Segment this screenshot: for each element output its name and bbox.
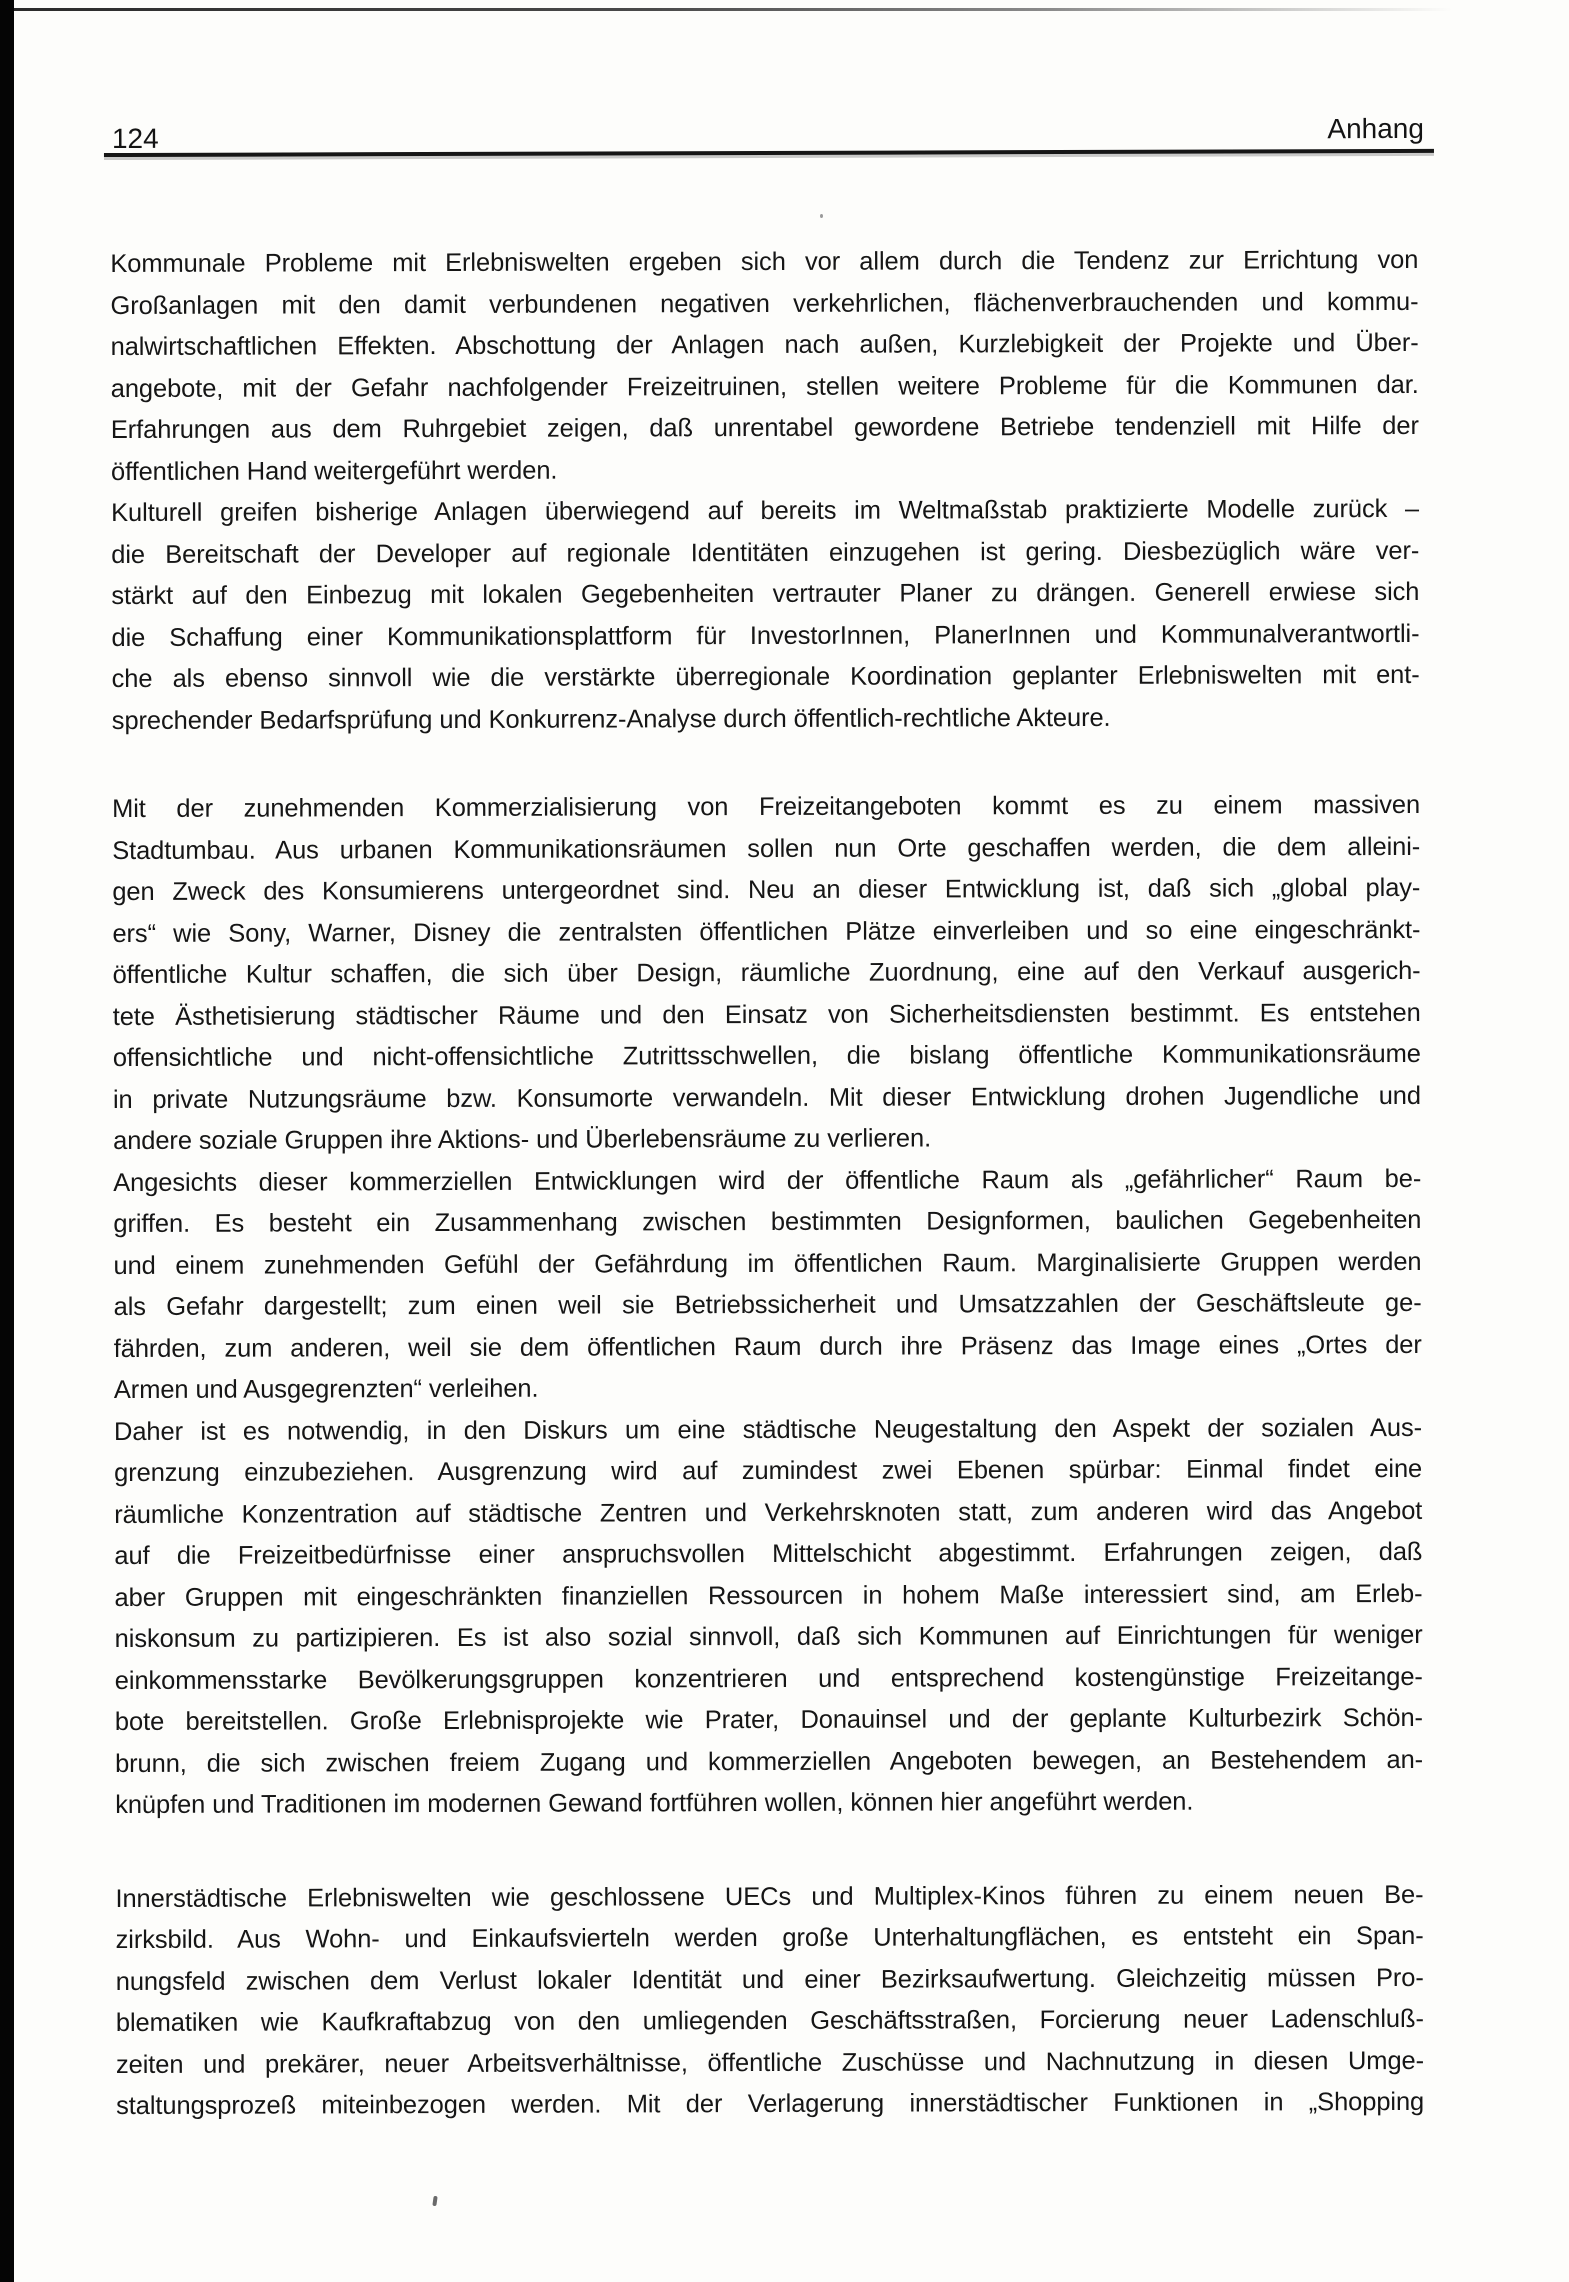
paragraph (110, 240, 1419, 493)
text-line: andere soziale Gruppen ihre Aktions- und Überlebensräume zu verlieren. (113, 1124, 932, 1156)
paragraph (113, 1158, 1422, 1411)
text-line: gen Zweck des Konsumierens untergeordnet sind. Neu an dieser Entwicklung ist, daß sich „global play- (112, 873, 1421, 907)
text-line: öffentlichen Hand weitergeführt werden. (110, 456, 558, 486)
text-line: che als ebenso sinnvoll wie die verstärkte überregionale Koordination geplanter Erlebniswelten mit ent- (111, 660, 1420, 694)
text-line: staltungsprozeß miteinbezogen werden. Mit der Verlagerung innerstädtischer Funktionen in „Shopping (116, 2087, 1425, 2121)
text-line: als Gefahr dargestellt; zum einen weil sie Betriebssicherheit und Umsatzzahlen der Geschäftsleute ge- (113, 1288, 1422, 1322)
text-line: und einem zunehmenden Gefühl der Gefährdung im öffentlichen Raum. Marginalisierte Gruppen werden (113, 1247, 1422, 1280)
text-line: brunn, die sich zwischen freiem Zugang und kommerziellen Angeboten bewegen, an Bestehendem an- (114, 1745, 1424, 1778)
body-text (110, 240, 1424, 2128)
text-line: Angesichts dieser kommerziellen Entwicklungen wird der öffentliche Raum als „gefährlicher“ Raum be- (113, 1164, 1422, 1197)
text-line: zirksbild. Aus Wohn- und Einkaufsvierteln werden große Unterhaltungflächen, es entsteht ein Span- (115, 1921, 1424, 1955)
text-line: Kulturell greifen bisherige Anlagen überwiegend auf bereits im Weltmaßstab praktizierte Modelle zurück – (111, 494, 1420, 528)
text-line: einkommensstarke Bevölkerungsgruppen konzentrieren und entsprechend kostengünstige Freizeitange- (114, 1662, 1423, 1695)
text-line: knüpfen und Traditionen im modernen Gewand fortführen wollen, können hier angeführt werden. (115, 1787, 1194, 1820)
text-line: nungsfeld zwischen dem Verlust lokaler Identität und einer Bezirksaufwertung. Gleichzeitig müssen Pro- (115, 1963, 1424, 1996)
text-line: griffen. Es besteht ein Zusammenhang zwischen bestimmten Designformen, baulichen Gegebenheiten (113, 1205, 1422, 1239)
text-line: nalwirtschaftlichen Effekten. Abschottung der Anlagen nach außen, Kurzlebigkeit der Projekte und Über- (110, 328, 1419, 362)
text-line: Stadtumbau. Aus urbanen Kommunikationsräumen sollen nun Orte geschaffen werden, die dem alleini- (112, 832, 1421, 865)
text-line: blematiken wie Kaufkraftabzug von den umliegenden Geschäftsstraßen, Forcierung neuer Ladenschluß- (115, 2004, 1424, 2038)
header-rule (104, 149, 1434, 157)
text-line: die Schaffung einer Kommunikationsplattform für InvestorInnen, PlanerInnen und Kommunalverantwortli- (111, 619, 1420, 652)
text-line: bote bereitstellen. Große Erlebnisprojekte wie Prater, Donauinsel und der geplante Kulturbezirk Schön- (114, 1703, 1423, 1737)
paragraph (111, 489, 1420, 742)
paragraph (115, 1874, 1424, 2127)
text-line: Erfahrungen aus dem Ruhrgebiet zeigen, daß unrentabel gewordene Betriebe tendenziell mit Hilfe der (110, 411, 1419, 445)
scan-edge-bar-artifact (0, 0, 14, 2282)
text-line: aber Gruppen mit eingeschränkten finanziellen Ressourcen in hohem Maße interessiert sind, am Erleb- (114, 1579, 1423, 1612)
text-line: Daher ist es notwendig, in den Diskurs um eine städtische Neugestaltung den Aspekt der sozialen Aus- (113, 1413, 1423, 1446)
text-line: grenzung einzubeziehen. Ausgrenzung wird auf zumindest zwei Ebenen spürbar: Einmal findet eine (114, 1454, 1423, 1488)
text-line: auf die Freizeitbedürfnisse einer anspruchsvollen Mittelschicht abgestimmt. Erfahrungen zeigen, daß (114, 1537, 1423, 1571)
page-number: 124 (111, 122, 159, 155)
text-line: Innerstädtische Erlebniswelten wie geschlossene UECs und Multiplex-Kinos führen zu einem neuen Be- (115, 1880, 1424, 1913)
text-line: Armen und Ausgegrenzten“ verleihen. (113, 1374, 539, 1405)
paragraph (112, 785, 1421, 1163)
text-line: sprechender Bedarfsprüfung und Konkurrenz-Analyse durch öffentlich-rechtliche Akteure. (111, 703, 1111, 735)
text-line: Großanlagen mit den damit verbundenen negativen verkehrlichen, flächenverbrauchenden und kommu- (110, 287, 1419, 320)
text-line: Mit der zunehmenden Kommerzialisierung von Freizeitangeboten kommt es zu einem massiven (111, 790, 1421, 824)
text-line: niskonsum zu partizipieren. Es ist also sozial sinnvoll, daß sich Kommunen auf Einrichtungen für weniger (114, 1620, 1423, 1654)
text-line: fährden, zum anderen, weil sie dem öffentlichen Raum durch ihre Präsenz das Image eines „Ortes der (113, 1330, 1422, 1363)
scan-speck-artifact (820, 214, 823, 218)
text-line: räumliche Konzentration auf städtische Zentren und Verkehrsknoten statt, zum anderen wird das Angebot (114, 1496, 1423, 1529)
text-line: stärkt auf den Einbezug mit lokalen Gegebenheiten vertrauter Planer zu drängen. Generell erwiese sich (111, 577, 1420, 611)
text-line: ers“ wie Sony, Warner, Disney die zentralsten öffentlichen Plätze einverleiben und so eine eingeschränkt- (112, 915, 1421, 948)
text-line: zeiten und prekärer, neuer Arbeitsverhältnisse, öffentliche Zuschüsse und Nachnutzung in diesen Umge- (115, 2046, 1425, 2079)
paragraph (114, 1407, 1423, 1826)
text-line: in private Nutzungsräume bzw. Konsumorte verwandeln. Mit dieser Entwicklung drohen Jugendliche und (112, 1081, 1421, 1114)
text-line: tete Ästhetisierung städtischer Räume und den Einsatz von Sicherheitsdiensten bestimmt. Es entstehen (112, 998, 1421, 1031)
text-line: angebote, mit der Gefahr nachfolgender Freizeitruinen, stellen weitere Probleme für die Kommunen dar. (110, 370, 1419, 403)
text-line: die Bereitschaft der Developer auf regionale Identitäten einzugehen ist gering. Diesbezüglich wäre ver- (111, 536, 1420, 569)
text-line: öffentliche Kultur schaffen, die sich über Design, räumliche Zuordnung, eine auf den Verkauf ausgerich- (112, 956, 1421, 990)
text-line: Kommunale Probleme mit Erlebniswelten ergeben sich vor allem durch die Tendenz zur Errichtung von (110, 245, 1419, 279)
text-line: offensichtliche und nicht-offensichtliche Zutrittsschwellen, die bislang öffentliche Kommunikationsräume (112, 1039, 1421, 1073)
header-section-label: Anhang (1327, 112, 1424, 145)
